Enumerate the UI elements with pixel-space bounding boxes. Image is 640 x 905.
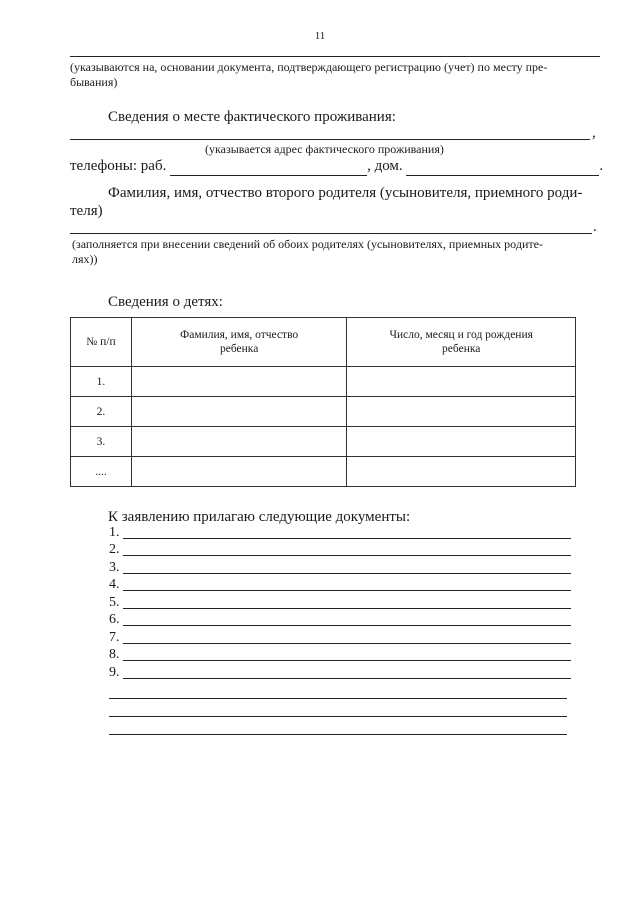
- phones-work-field[interactable]: [170, 157, 367, 176]
- document-number: 8.: [109, 647, 120, 662]
- registration-address-line[interactable]: [70, 56, 600, 57]
- document-extra-line[interactable]: [109, 716, 567, 717]
- column-header-number: № п/п: [71, 318, 132, 367]
- document-number: 3.: [109, 560, 120, 575]
- document-number: 6.: [109, 612, 120, 627]
- children-table-header: [71, 318, 576, 367]
- document-item-3[interactable]: [109, 559, 571, 576]
- child-birthdate-cell[interactable]: [347, 397, 576, 427]
- phones-end: .: [599, 158, 604, 174]
- document-number: 2.: [109, 542, 120, 557]
- document-item-8[interactable]: [109, 646, 571, 663]
- table-row: [71, 367, 576, 397]
- registration-note-line1: (указываются на, основании документа, подтверждающего регистрацию (учет) по месту пре-: [70, 60, 548, 74]
- document-item-4[interactable]: [109, 576, 571, 593]
- document-number: 5.: [109, 595, 120, 610]
- second-parent-line[interactable]: [70, 233, 592, 234]
- registration-note: [70, 60, 600, 90]
- actual-residence-comma: ,: [592, 125, 596, 141]
- child-birthdate-cell[interactable]: [347, 457, 576, 487]
- document-extra-line[interactable]: [109, 698, 567, 699]
- table-row: [71, 427, 576, 457]
- document-item-6[interactable]: [109, 611, 571, 628]
- child-name-cell[interactable]: [131, 367, 347, 397]
- column-header-name: [131, 318, 347, 367]
- column-header-birthdate-line2: ребенка: [442, 343, 481, 355]
- actual-residence-hint: (указывается адрес фактического проживания): [205, 142, 444, 156]
- child-birthdate-cell[interactable]: [347, 427, 576, 457]
- document-item-7[interactable]: [109, 629, 571, 646]
- child-name-cell[interactable]: [131, 457, 347, 487]
- second-parent-note-line1: (заполняется при внесении сведений об обоих родителях (усыновителях, приемных родите-: [72, 237, 543, 251]
- phones-home-field[interactable]: [406, 157, 599, 176]
- document-number: 7.: [109, 630, 120, 645]
- documents-heading: К заявлению прилагаю следующие документы:: [108, 509, 411, 525]
- document-item-5[interactable]: [109, 594, 571, 611]
- second-parent-note-line2: лях)): [72, 252, 98, 266]
- document-extra-line[interactable]: [109, 734, 567, 735]
- page-number: 11: [314, 30, 326, 42]
- second-parent-heading-line2: теля): [70, 203, 103, 219]
- table-row: [71, 397, 576, 427]
- registration-note-line2: бывания): [70, 75, 118, 89]
- phones-row: [70, 157, 610, 176]
- actual-residence-heading: Сведения о месте фактического проживания:: [108, 109, 396, 125]
- column-header-birthdate-line1: Число, месяц и год рождения: [389, 329, 533, 341]
- second-parent-note: [72, 237, 602, 267]
- children-table: [70, 317, 576, 487]
- actual-residence-line[interactable]: [70, 139, 590, 140]
- document-item-1[interactable]: [109, 524, 571, 541]
- second-parent-end: .: [593, 219, 597, 235]
- document-item-2[interactable]: [109, 541, 571, 558]
- child-birthdate-cell[interactable]: [347, 367, 576, 397]
- document-number: 9.: [109, 665, 120, 680]
- child-name-cell[interactable]: [131, 427, 347, 457]
- document-number: 4.: [109, 577, 120, 592]
- phones-home-label: , дом.: [367, 158, 403, 174]
- second-parent-heading: [70, 184, 600, 220]
- row-number: 2.: [71, 397, 132, 427]
- column-header-name-line2: ребенка: [219, 343, 259, 355]
- column-header-name-line1: Фамилия, имя, отчество: [180, 329, 299, 341]
- column-header-birthdate: [347, 318, 576, 367]
- second-parent-heading-line1: Фамилия, имя, отчество второго родителя (усыновителя, приемного роди-: [108, 185, 583, 201]
- children-heading: Сведения о детях:: [108, 294, 223, 310]
- table-row: [71, 457, 576, 487]
- phones-work-label: телефоны: раб.: [70, 158, 167, 174]
- row-number: 3.: [71, 427, 132, 457]
- row-number: ....: [71, 457, 132, 487]
- document-number: 1.: [109, 525, 120, 540]
- child-name-cell[interactable]: [131, 397, 347, 427]
- document-item-9[interactable]: [109, 664, 571, 681]
- row-number: 1.: [71, 367, 132, 397]
